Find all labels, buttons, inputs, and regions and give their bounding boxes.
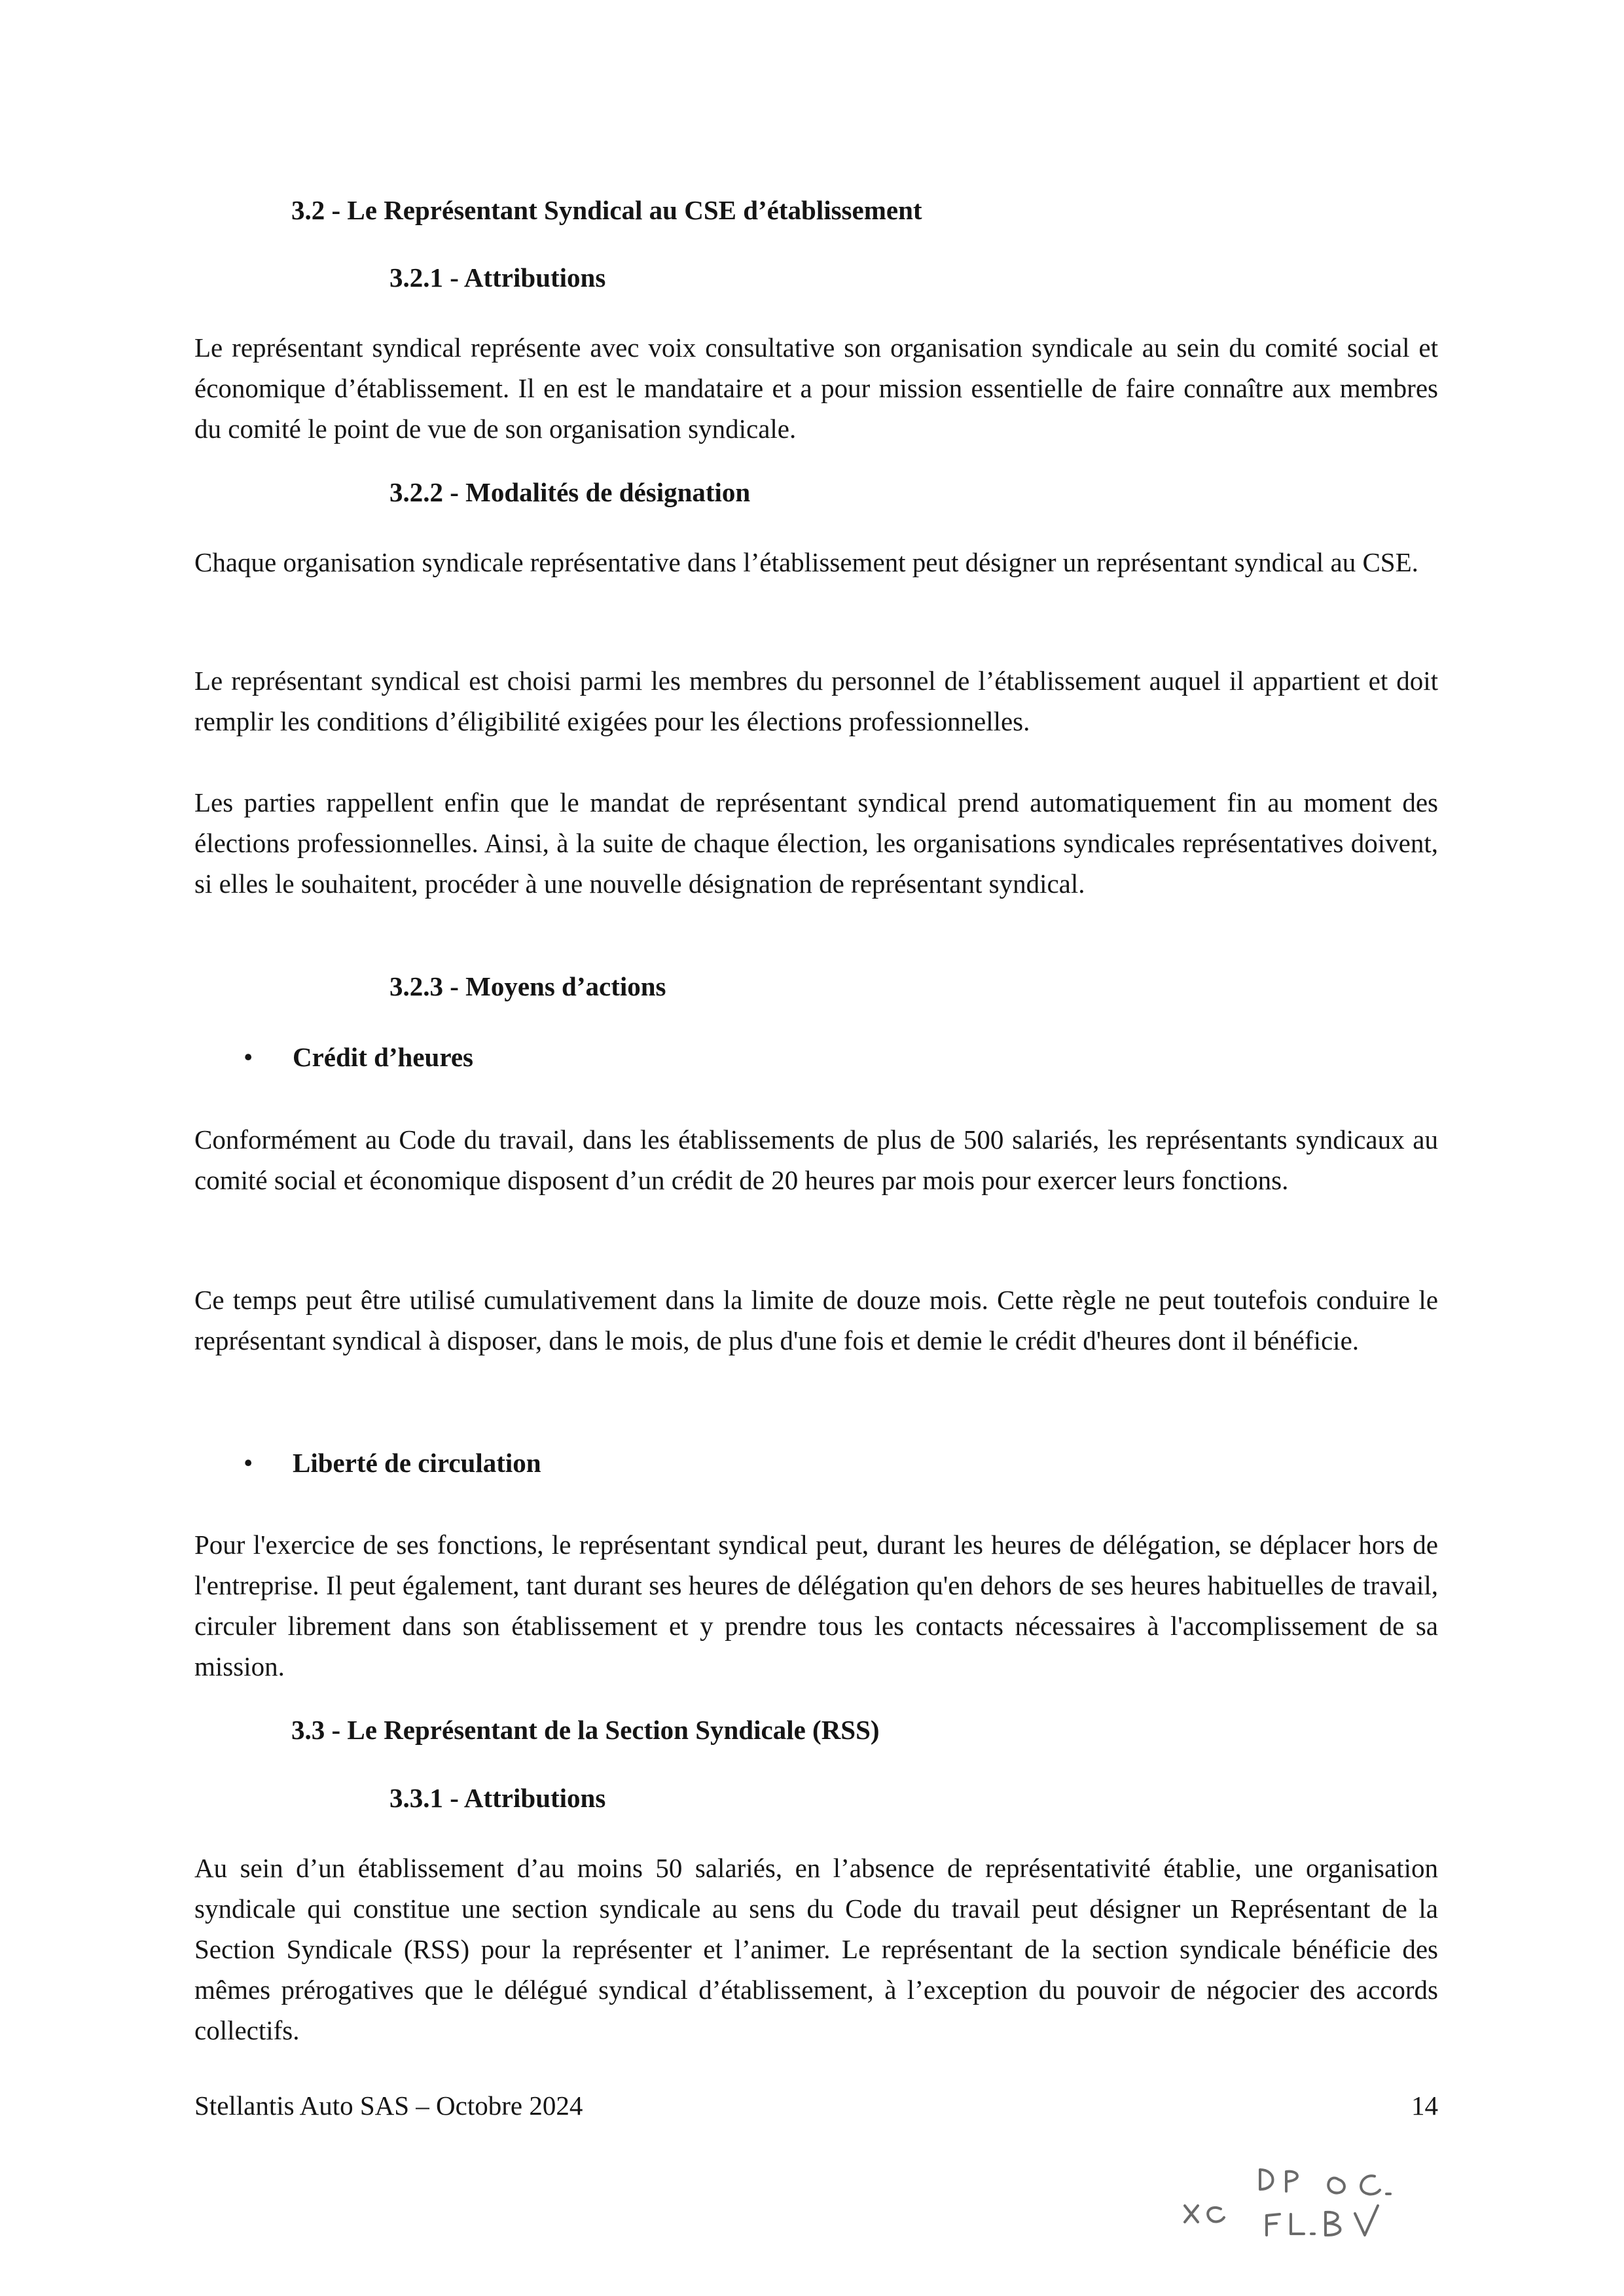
section-3-2-3-paragraph-2: Ce temps peut être utilisé cumulativement dans la limite de douze mois. Cette règle ne peut toutefois conduire le représentant syndical à disposer, dans le mois, de plus d'une fois et demie le crédit d'heures dont il bénéficie. <box>194 1285 1438 1355</box>
section-3-3-heading: 3.3 - Le Représentant de la Section Syndicale (RSS) <box>291 1715 880 1745</box>
section-3-3-1-paragraph: Au sein d’un établissement d’au moins 50 salariés, en l’absence de représentativité établie, une organisation syndicale qui constitue une section syndicale au sens du Code du travail peut désigner un Représentant de la Section Syndicale (RSS) pour la représenter et l’animer. Le représentant de la section syndicale bénéficie des mêmes prérogatives que le délégué syndical d’établissement, à l’exception du pouvoir de négocier des accords collectifs. <box>194 1853 1438 2045</box>
bullet-label: Crédit d’heures <box>293 1042 473 1072</box>
footer-company-date: Stellantis Auto SAS – Octobre 2024 <box>194 2090 583 2121</box>
section-3-2-2-paragraph-2: Le représentant syndical est choisi parmi les membres du personnel de l’établissement auquel il appartient et doit remplir les conditions d’éligibilité exigées pour les élections professionnelles. <box>194 666 1438 736</box>
bullet-icon: • <box>244 1448 253 1478</box>
section-3-2-1-paragraph: Le représentant syndical représente avec voix consultative son organisation syndicale au sein du comité social et économique d’établissement. Il en est le mandataire et a pour mission essentielle de faire connaître aux membres du comité le point de vue de son organisation syndicale. <box>194 332 1438 444</box>
section-3-3-1-heading: 3.3.1 - Attributions <box>389 1783 606 1813</box>
bullet-icon: • <box>244 1042 253 1072</box>
footer-page-number: 14 <box>1411 2090 1438 2121</box>
section-3-2-heading: 3.2 - Le Représentant Syndical au CSE d’établissement <box>291 195 922 225</box>
section-3-2-2-heading: 3.2.2 - Modalités de désignation <box>389 477 751 507</box>
bullet-label: Liberté de circulation <box>293 1448 541 1478</box>
section-3-2-3-heading: 3.2.3 - Moyens d’actions <box>389 971 666 1001</box>
section-3-2-2-paragraph-1: Chaque organisation syndicale représentative dans l’établissement peut désigner un représentant syndical au CSE. <box>194 547 1418 577</box>
handwritten-initials-signature <box>1178 2140 1440 2238</box>
section-3-2-2-paragraph-3: Les parties rappellent enfin que le mandat de représentant syndical prend automatiquement fin au moment des élections professionnelles. Ainsi, à la suite de chaque élection, les organisations syndicales représentatives doivent, si elles le souhaitent, procéder à une nouvelle désignation de représentant syndical. <box>194 787 1438 899</box>
section-3-2-3-paragraph-1: Conformément au Code du travail, dans les établissements de plus de 500 salariés, les représentants syndicaux au comité social et économique disposent d’un crédit de 20 heures par mois pour exercer leurs fonctions. <box>194 1124 1438 1195</box>
section-3-2-1-heading: 3.2.1 - Attributions <box>389 262 606 293</box>
section-3-2-3-paragraph-3: Pour l'exercice de ses fonctions, le représentant syndical peut, durant les heures de délégation, se déplacer hors de l'entreprise. Il peut également, tant durant ses heures de délégation qu'en dehors de ses heures habituelles de travail, circuler librement dans son établissement et y prendre tous les contacts nécessaires à l'accomplissement de sa mission. <box>194 1530 1438 1681</box>
